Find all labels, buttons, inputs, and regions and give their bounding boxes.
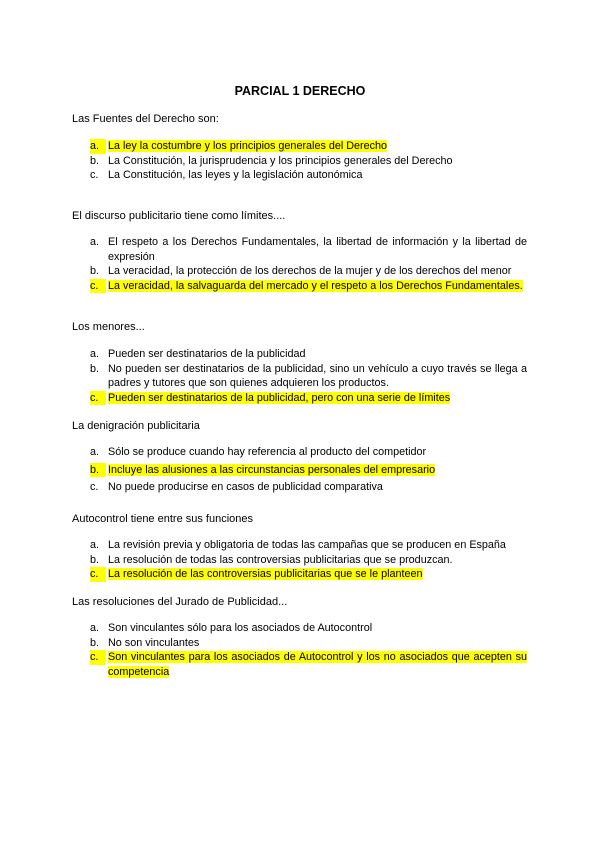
question-text: Autocontrol tiene entre sus funciones [72, 513, 254, 525]
option-item: a. Son vinculantes sólo para los asociados de Autocontrol [90, 622, 373, 634]
options-list [90, 445, 527, 495]
options-list [90, 538, 527, 582]
option-item: c. La Constitución, las leyes y la legislación autonómica [90, 169, 363, 182]
option-item: b. No pueden ser destinatarios de la publicidad, sino un vehículo a cuyo través se llega a padres y tutores que son quienes adquieren los productos. [90, 362, 527, 390]
page-title: PARCIAL 1 DERECHO [234, 84, 366, 98]
options-list [90, 347, 527, 405]
option-item: a. Sólo se produce cuando hay referencia al producto del competidor [90, 446, 427, 458]
option-item: a. La revisión previa y obligatoria de todas las campañas que se producen en España [90, 539, 506, 551]
option-item: c. No puede producirse en casos de publicidad comparativa [90, 481, 383, 494]
option-item: c. Son vinculantes para los asociados de Autocontrol y los no asociados que acepten su competencia [90, 651, 527, 678]
question-text: Los menores... [72, 321, 145, 333]
option-item: c. La veracidad, la salvaguarda del mercado y el respeto a los Derechos Fundamentales. [90, 279, 523, 292]
option-item: c. Pueden ser destinatarios de la publicidad, pero con una serie de límites [90, 391, 451, 404]
option-item: a. El respeto a los Derechos Fundamentales, la libertad de información y la libertad de expresión [90, 236, 527, 263]
option-item: a. La ley la costumbre y los principios generales del Derecho [90, 140, 388, 152]
option-item: b. La resolución de todas las controversias publicitarias que se produzcan. [90, 553, 453, 566]
options-list [90, 235, 527, 293]
options-list [90, 621, 527, 679]
question-text: La denigración publicitaria [72, 420, 200, 432]
question-text: Las Fuentes del Derecho son: [72, 113, 219, 125]
option-item: b. Incluye las alusiones a las circunstancias personales del empresario [90, 463, 436, 476]
options-list [90, 139, 527, 183]
option-item: b. La veracidad, la protección de los derechos de la mujer y de los derechos del menor [90, 265, 512, 278]
question-text: Las resoluciones del Jurado de Publicidad... [72, 596, 288, 608]
option-item: b. No son vinculantes [90, 636, 200, 649]
option-item: c. La resolución de las controversias publicitarias que se le planteen [90, 568, 423, 581]
option-item: b. La Constitución, la jurisprudencia y los principios generales del Derecho [90, 154, 453, 167]
question-text: El discurso publicitario tiene como límites.... [72, 210, 286, 222]
option-item: a. Pueden ser destinatarios de la publicidad [90, 348, 306, 360]
